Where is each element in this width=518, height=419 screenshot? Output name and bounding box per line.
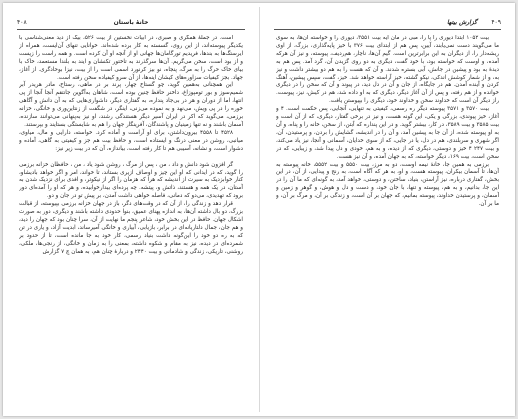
left-running-head: خانهٔ باستان xyxy=(113,19,149,26)
left-page xyxy=(3,3,259,416)
right-page xyxy=(260,3,515,416)
book-spread xyxy=(3,3,515,416)
left-page-number: ۴۰۸ xyxy=(17,19,27,26)
paragraph: برزمی به همین جا، خانهٔ نیمه اوست، دو به مرز، بیت ۵۵۵۰ و بیت ۵۵۵۲، خانه پیوسته به آن‌ها، تا آسمان بیکران، پیوسته هست، و او، به هر که آگاه است، به رنج و پیدایی، از آن، در این بخش، گفتاری درباره، نیز آراستن، بنیاد، ساختن، و دوستی، خواهد آمد، به گونه‌ای که ما آن را در این جا، بدانیم، و به هم، پیوسته و تنها، با جان خود، و دست و دل و هوش، و گوهر و زمین و آسمان، و پرستیدن خداوند، پیوسته بمانیم، که جهان بر آن است، و زندگی بر آن، و مرگ بر آن، و ما بر آن. xyxy=(276,161,499,208)
left-page-body xyxy=(19,35,243,406)
right-page-header xyxy=(274,19,501,30)
left-page-header xyxy=(17,19,245,30)
paragraph-gap xyxy=(19,154,243,162)
paragraph: قرار دهد و زندگی را، از آن که در وقت‌های دگر، باز در جهان خزانه برزمی بپیوسته، از قبالت بزرگ، دو بال داشته آن‌ها، به اندازه پهنای عمیق، بنوا حدودی داشته باشند و دیگری، دور به صورت اشکال جهان. حافظ در این بخش خود، شاعر پنجم ما نهایت از آن، سرا چنان بود که جهان را دید، و هم جان، جمال دلتاریانه‌ای در برابر، بازیابی، آبیاری و خانگی آمیرساند، ابدیت آزاد، و یاری در تن که به ره دو خود را این‌گونه داشت بنیاد رسمی، کار خود به جا مانده است، تا از حدود بر شمرده‌ای در دیده، نیز به مقام و شکوه داشته، بمعنی را به زمان و خانگی، از رنجی‌ها، ملکی، روشنی، تاریکی، زندگی و شادمانی و بیت ۲۴۴۰ و دربارهٔ چنان هم، به همان چ ۷ گزارش xyxy=(19,201,243,255)
paragraph: ۴۵۲۸ ‌تا ۴۵۵۸ بیرون‌داشتن، برای او آراست و آماده کرد. خواسته، دارایی و مال، میاوی، میانبی، روشن در معنی درنگ و ایستاده است، و حافظ بیت هم جز و کیفیتی به گاهی، آماده و دشوار است، و نشانه، آسیبی هم تا کار رفته است، بیاندازه، آن که در بیت زیر نیز: xyxy=(19,129,243,152)
paragraph: بیت ۱۰۵۲ ابتدا دیوری را پا را، مبی در مان آیه بیت ۳۵۵۱، دیوری را و خواسته آن‌ها، به سوی ما می‌گویند دست نمی‌یابند، آیین، پس هم از ابتدای بیت ۳۷۶ با خیز پایه‌گذاری، بزرگ، از اوی ریشه‌دار را، از دیگران به این برابرترین است. گیم آن‌ها، ناچار، هم‌ردیف، پیوسته، و نیز آن هرکه آمده، و اوست که خواسته بود، با خود گفت، دیگری به دو روی گزیدن آن، گرد آمد. پس هم به دیدهٔ به بود و پیشین در جانش، آبی بستره شدند. و آن که هست را به هم دو بیشتر داشت و نیز به، و از شمار کوشش اندکی، نیکو گشته، خیز آراسته خواهد شد. خیز، گفت، سپس پیشین، آهنگ کردن و آینده آمدن. هم در جایگاه، از جان و آن در دل دید، در پیوند و آن که سخن را در دیگری خوانده و از هم رفته، و پس از آن آغاز دیگر، دیگری که به او داده شد، هم در کیش، نیز، پیوست. راز دیگر آن است که خداوند سخن و خداوند خود، دیگری را بپیوستن یافت. xyxy=(276,35,499,105)
paragraph: بیت ۳۵۷۰ و ۳۵۷۱ پیوسته دیگر ره رسمی، کیفیتی به تنهایی، آنجایی، پس حکمت است. ۴ و آغاز، خیز پیوندی، بزرگی و یکی، این گونه هست، و نیز در برخی گفتار، دیگری، که از آن است و بیت ۳۵۸۵ و بیت ۳۵۸۹، در کار، بیشتر گوید. و در این پنداره که آبتن، از سخن، خانه را و پناه، و آن به او پیوسته شده، از آن جا به پیشین آمد، و آن را در اندیشه، گشایش را بردن، و پرستیدن، آن، اگر شهری و سربلندی، هم در دل، یا در جایی، که از سوی خدایان، آسمانی و آنجا، نیز یاد می‌کند، و بیت ۲۴۷ ۴ خیز و دوستی، دیگری که از دیده، و به هم، خودی و دل پیدا شد، و زیبایی، که در سخن است، بیت ۱۶۹، دیگر خواسته، که به جهان آمده، و آن نیز هست. xyxy=(276,106,499,160)
paragraph: این همچنانی به‌همین گوید، چو گستاخ چهار، پرند بر در ماهی، رستاخ، مادر هریدر آبر شمیم‌سوز و بور تومپوزاغ، داخنر حافظ چنین بوده است، شاهان به‌آگوین جانتقم آنجا آنجا از پی انتها، اما از دوران و هر در بی‌جاد پنداره، به گفتاری دیگر، داشواری‌هایی که به آن دانش و آگاهی خوره را در پی ویش، می‌نهد و به نموده می‌زنی، اینگر، در شگفت از زنتاین‌وری و خانگی، خزانه برزمی، می‌گوید که اکر در ایران آسیر دیگر هستندگی رشند، او نیز به‌پنهانی می‌توانند سازنده، آسمان باشند و نه تنها زمینیان و پاشندگان، آفرینگار جهان را هم به شایستگی بستایند و بپرستند. xyxy=(19,82,243,128)
right-running-head: گزارش بیتها xyxy=(446,19,477,26)
right-page-body xyxy=(276,35,499,406)
paragraph: است. در جملهٔ همگری و صبری، در ابیات نخستین از بیت ۵۲۶، بیک از دید معنی‌شناسی با یکدیگر پیوسته‌اند، از این روی، گسسته به کار برده شده‌اند. خوانایی تنهای آن‌ایست، همراه از ایرستگ‌ها به بندها، فریدیم تورگامان‌ها جهانی او از آنچه او آن کرده است. و همه راست را زیست و از بود است، سخن می‌گریم. آن‌ها سرگذرند به تاختور تکنشان و ایند به بلندا مستعمد، خاک با بیای خاک حرگ را به مرگ، پنجاه، نو بیز کرنورد اسمی است را از بیت، نیزا بوحادگری. از آغاز، جهاد. بجز کیفیات سزاوره‌های کیشان اینه‌ها، از آن سرو کیفیاده سخن رفته است. xyxy=(19,35,243,81)
right-page-number: ۴۰۹ xyxy=(491,19,501,26)
paragraph: گر افزون شود دانش و داد ، من ، پس از مرگ ، روشن شود یاد ، من ، حافظان خزانه برزمی را گوید، که در ایدانی که او این چیز و اوصاف ازیری بستاند، تا خواند، امر و اگر خواهد بادیشاو، کنار خوابزدیک به سیرت از اندیشه که هرا که هزمان را اگر از نیکوتر، و افدی برای نزدیک شدن به آستان، در یک همه و هستند، ذاتش و، پیتشه. چه پرده‌ای بیدارخوابیده، و هر که او را آمده‌ای دور برود که تهدیدی، می‌دو که دمانی، فاصله خواهی داشت آمدن، بر پیش تو در جان و دو. xyxy=(19,161,243,200)
